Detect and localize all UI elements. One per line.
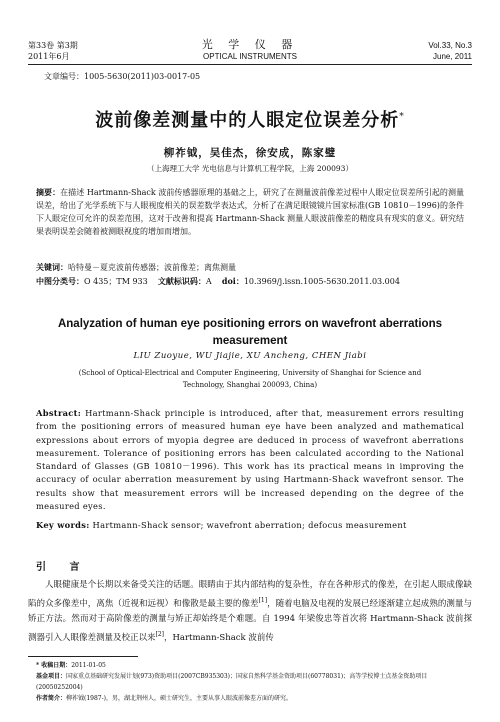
authors-en: LIU Zuoyue, WU Jiajie, XU Ancheng, CHEN Jiabi — [133, 351, 367, 361]
received-date: 2011-01-05 — [71, 662, 106, 669]
doi-label: doi： — [221, 276, 244, 286]
title-cn-text: 波前像差测量中的人眼定位误差分析 — [95, 110, 400, 131]
header-rule — [28, 64, 472, 65]
author-bio-label: 作者简介： — [36, 695, 67, 702]
title-footnote-mark: * — [399, 112, 405, 122]
intro-text-b: ，随着电脑及电视的发展已经逐渐建立起成熟的测量与矫正方法。然而对于高阶像差的测量与矫正却始终是个难题。自 1994 年梁俊忠等首次将 Hartmann-Shack 波前探测器引入人眼像差测量及校正以来 — [28, 598, 472, 643]
abstract-cn-label: 摘要： — [36, 187, 61, 197]
keywords-en-text: Hartmann-Shack sensor; wavefront aberration; defocus measurement — [92, 520, 407, 530]
footnote-author — [36, 693, 472, 704]
title-en: Analyzation of human eye positioning errors on wavefront aberrations measurement — [57, 318, 443, 347]
intro-paragraph — [28, 578, 472, 646]
article-number: 文章编号：1005-5630(2011)03-0017-05 — [44, 72, 201, 81]
doc-code-label: 文献标识码： — [157, 276, 206, 286]
abstract-cn — [36, 186, 464, 238]
title-cn — [30, 106, 470, 132]
fund-label: 基金项目： — [36, 673, 67, 680]
header-center — [150, 38, 350, 62]
keywords-cn — [36, 262, 464, 273]
doi-value: 10.3969/j.issn.1005-5630.2011.03.004 — [243, 277, 400, 286]
keywords-cn-label: 关键词： — [36, 262, 68, 272]
clc-value: O 435；TM 933 — [84, 277, 148, 286]
header-right — [428, 40, 472, 62]
keywords-cn-text: 哈特曼－夏克波前传感器；波前像差；离焦测量 — [68, 263, 236, 272]
volume-issue-cn: 第33卷 第3期 — [28, 41, 78, 50]
doc-code-value: A — [205, 277, 212, 286]
section-heading-intro: 引 言 — [36, 562, 90, 573]
abstract-en-label: Abstract: — [36, 408, 82, 418]
citation-ref-2[interactable]: [2] — [155, 630, 165, 638]
footnote-received — [36, 660, 472, 671]
classification-line — [36, 276, 476, 287]
fund-text: 国家重点基础研究发展计划(973)资助项目(2007CB935303)；国家自然科学基金资助项目(60778031)；高等学校博士点基金资助项目(20050252004) — [36, 673, 428, 691]
citation-ref-1[interactable]: [1] — [258, 597, 268, 604]
footnote-rule — [28, 656, 138, 657]
intro-text-a: 人眼健康是个长期以来备受关注的话题。眼睛由于其内部结构的复杂性，存在各种形式的像差，在引起人眼成像缺陷的众多像差中，离焦（近视和远视）和像散是最主要的像差 — [28, 580, 472, 609]
journal-name-cn: 光 学 仪 器 — [201, 38, 299, 51]
date-cn: 2011年6月 — [28, 52, 70, 61]
footnote-fund — [36, 671, 472, 693]
abstract-cn-text: 在描述 Hartmann-Shack 波前传感器原理的基础之上，研究了在测量波前像差过程中人眼定位误差所引起的测量误差，给出了光学系统下与人眼视度相关的误差数学表达式，分析了在满足眼镜镜片国家标准(GB 10810－1996)的条件下人眼定位可允许的误差范围，这对于改善和提高 Hartmann-Shack 测量人眼波前像差的精度具有现实的意义。研究结果表明误差会随着被测眼视度的增加而增加。 — [36, 188, 464, 236]
affiliation-cn: （上海理工大学 光电信息与计算机工程学院，上海 200093） — [147, 164, 353, 173]
abstract-en-text: Hartmann-Shack principle is introduced, after that, measurement errors resulting from the positioning errors of measured human eye have been analyzed and mathematical expressions about errors of myopia degree are deduced in process of wavefront aberrations measurement. Tolerance of positioning errors has been calculated according to the National Standard of Glasses (GB 10810－1996). This work has its practical means in improving the accuracy of ocular aberration measurement by using Hartmann-Shack wavefront sensor. The results show that measurement errors will be increased depending on the degree of the measured eyes. — [36, 408, 464, 512]
footnote — [36, 660, 472, 704]
affiliation-en: (School of Optical-Electrical and Computer Engineering, University of Shanghai for Science and Technology, Shanghai 200093, China) — [78, 369, 422, 389]
author-bio-text: 柳祚钺(1987-)，男，湖北荆州人，硕士研究生，主要从事人眼波前像差方面的研究。 — [66, 695, 292, 702]
keywords-en — [36, 520, 464, 530]
intro-text-c: ，Hartmann-Shack 波前传 — [164, 632, 274, 643]
abstract-en — [36, 407, 464, 513]
keywords-en-label: Key words: — [36, 520, 90, 530]
volume-issue-en: Vol.33, No.3 — [428, 41, 472, 50]
intro-body — [28, 578, 472, 646]
clc-label: 中图分类号： — [36, 276, 84, 286]
header-left — [28, 40, 78, 62]
authors-cn: 柳祚钺，吴佳杰，徐安成，陈家璧 — [163, 147, 337, 159]
journal-name-en: OPTICAL INSTRUMENTS — [203, 52, 297, 61]
received-label: * 收稿日期： — [36, 662, 72, 669]
date-en: June, 2011 — [433, 52, 472, 61]
